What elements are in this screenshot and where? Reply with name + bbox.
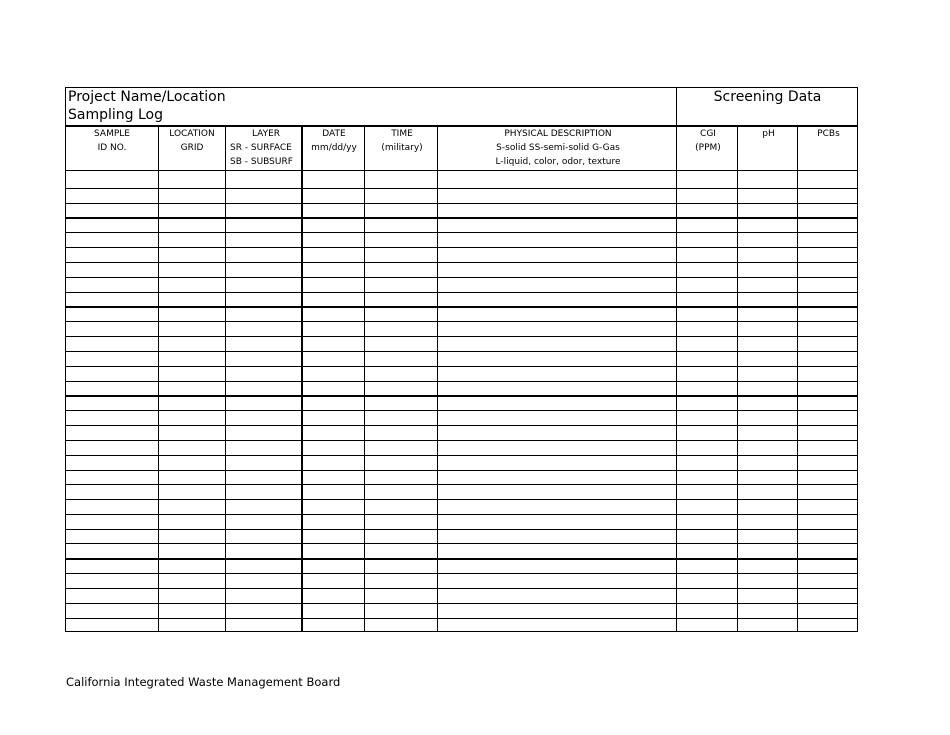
sampling-log-label: Sampling Log [68,107,163,123]
row-divider [66,425,857,426]
row-divider [66,381,857,382]
col-header-layer [230,127,302,170]
col-header-line: LOCATION [169,129,215,139]
col-header-line: mm/dd/yy [311,143,357,153]
col-header-line: SAMPLE [94,129,130,139]
row-divider [66,217,857,219]
col-header-line: CGI [700,129,716,139]
row-divider [66,232,857,233]
row-divider [66,336,857,337]
row-divider [66,188,857,189]
col-header-line: pH [762,129,775,139]
form-title-block [68,88,226,124]
row-divider [66,529,857,530]
row-divider [66,351,857,352]
row-divider [66,366,857,367]
project-name-label: Project Name/Location [68,89,226,105]
col-header-line: GRID [180,143,204,153]
col-header-time [366,127,438,170]
row-divider [66,321,857,322]
row-divider [66,262,857,263]
row-divider [66,484,857,485]
row-divider [66,277,857,278]
row-divider [66,306,857,308]
col-header-line: LAYER [251,129,281,139]
row-divider [66,543,857,544]
screening-data-label: Screening Data [676,88,858,125]
row-divider [66,170,857,171]
col-header-line: SR - SURFACE [230,143,292,153]
row-divider [66,514,857,515]
row-divider [66,395,857,397]
col-header-sample-id [66,127,158,170]
row-divider [66,588,857,589]
row-divider [66,247,857,248]
col-header-date [303,127,365,170]
row-divider [66,410,857,411]
col-header-line: PHYSICAL DESCRIPTION [504,129,612,139]
col-header-pcbs [799,127,858,170]
col-header-ph [739,127,798,170]
col-header-line: PCBs [817,129,840,139]
col-header-cgi [678,127,738,170]
row-divider [66,603,857,604]
row-divider [66,203,857,204]
col-header-line: ID NO. [97,143,127,153]
row-divider [66,558,857,560]
col-header-location-grid [159,127,225,170]
row-divider [66,618,857,619]
col-header-line: SB - SUBSURF [230,157,293,167]
row-divider [66,455,857,456]
col-header-line: TIME [391,129,413,139]
col-header-line: DATE [322,129,346,139]
sampling-log-form [65,87,858,632]
col-header-line: L-liquid, color, odor, texture [495,157,621,167]
row-divider [66,499,857,500]
col-header-line: S-solid SS-semi-solid G-Gas [496,143,620,153]
organization-footer: California Integrated Waste Management Board [66,675,341,689]
row-divider [66,470,857,471]
row-divider [66,573,857,574]
row-divider [66,292,857,293]
col-header-line: (military) [381,143,423,153]
col-header-line: (PPM) [695,143,721,153]
col-header-physical-description [439,127,677,170]
row-divider [66,440,857,441]
